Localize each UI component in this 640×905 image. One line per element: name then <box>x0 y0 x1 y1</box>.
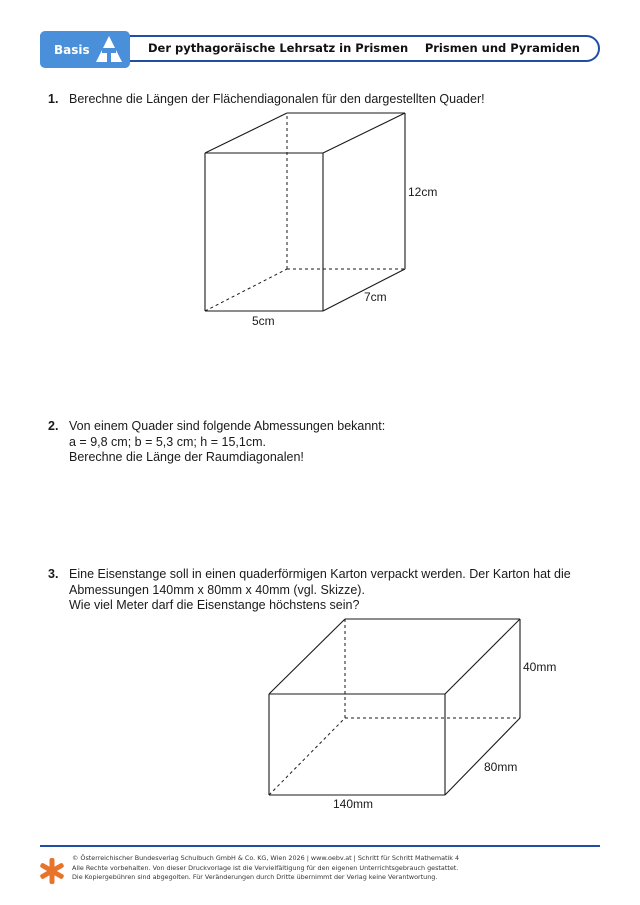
task-text: Von einem Quader sind folgende Abmessungen bekannt: <box>69 419 386 433</box>
edge <box>445 718 520 795</box>
footer-divider <box>40 845 600 847</box>
width-label: 5cm <box>252 314 275 328</box>
task-text: a = 9,8 cm; b = 5,3 cm; h = 15,1cm. <box>69 434 266 449</box>
worksheet-title: Der pythagoräische Lehrsatz in Prismen <box>148 41 409 55</box>
publisher-logo-icon <box>38 856 66 886</box>
copyright-notice <box>72 854 459 883</box>
task-text: Berechne die Längen der Flächendiagonalen für den dargestellten Quader! <box>69 92 485 106</box>
hidden-edge <box>269 718 345 795</box>
depth-label: 80mm <box>484 760 518 774</box>
height-label: 12cm <box>408 185 438 199</box>
task-number: 3. <box>48 567 59 581</box>
depth-label: 7cm <box>364 290 387 304</box>
task-text: Berechne die Länge der Raumdiagonalen! <box>69 450 304 464</box>
task-number: 1. <box>48 92 59 106</box>
width-label: 140mm <box>333 797 374 811</box>
task-text: Eine Eisenstange soll in einen quaderförmigen Karton verpackt werden. Der Karton hat die <box>69 567 571 581</box>
footer-line: Die Kopiergebühren sind abgegolten. Für Veränderungen durch Dritte übernimmt der Verlag keine Verantwortung. <box>72 873 438 881</box>
footer-line: © Österreichischer Bundesverlag Schulbuch GmbH & Co. KG, Wien 2026 | www.oebv.at | Schritt für Schritt Mathematik 4 <box>72 854 460 862</box>
task-number: 2. <box>48 419 59 433</box>
height-label: 40mm <box>523 660 557 674</box>
task-text: Abmessungen 140mm x 80mm x 40mm (vgl. Skizze). <box>69 582 365 597</box>
footer-line: Alle Rechte vorbehalten. Von dieser Druckvorlage ist die Vervielfältigung für den eigenen Unterrichtsgebrauch gestattet. <box>72 863 459 872</box>
edge <box>445 619 520 694</box>
task-text: Wie viel Meter darf die Eisenstange höchstens sein? <box>69 598 360 612</box>
edge <box>269 619 345 694</box>
chapter-title: Prismen und Pyramiden <box>424 41 580 55</box>
level-badge-label: Basis <box>54 43 90 57</box>
